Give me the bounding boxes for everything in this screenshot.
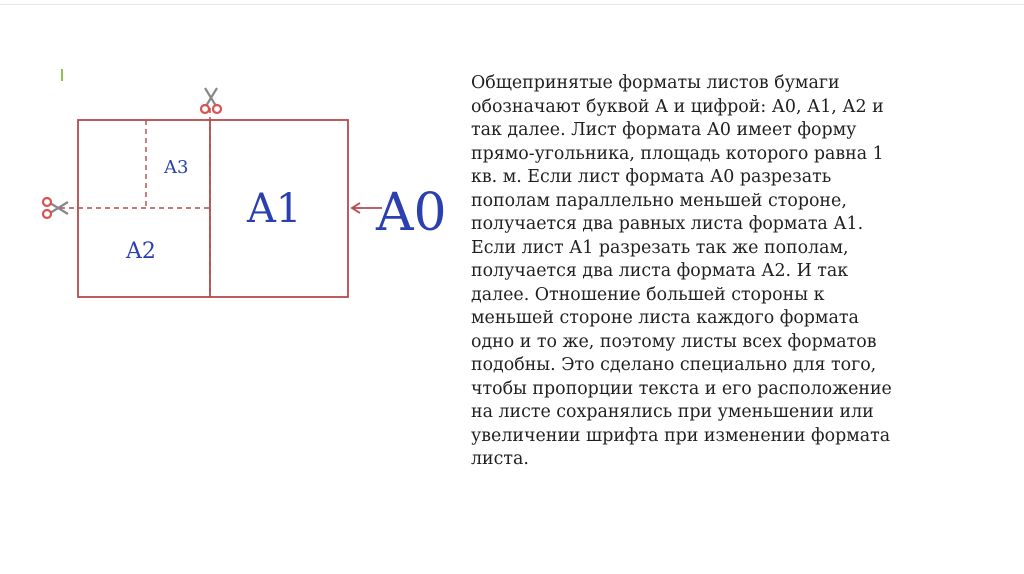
label-a3: A3 — [164, 157, 189, 178]
paper-format-diagram — [30, 80, 460, 310]
body-paragraph: Общепринятые форматы листов бумаги обозначают буквой А и цифрой: А0, А1, А2 и так далее. Лист формата А0 имеет форму прямо-угольника, площадь которого равна 1 кв. м. Если лист формата А0 разрезать пополам параллельно меньшей стороне, получается два равных листа формата А1. Если лист А1 разрезать так же пополам, получается два листа формата А2. И так далее. Отношение большей стороны к меньшей стороне листа каждого формата одно и то же, поэтому листы всех форматов подобны. Это сделано специально для того, чтобы пропорции текста и его расположение на листе сохранялись при уменьшении или увеличении шрифта при изменении формата листа. — [471, 73, 892, 469]
label-a1: A1 — [247, 186, 302, 232]
label-a2: A2 — [126, 239, 156, 264]
label-a0: A0 — [376, 183, 447, 243]
scissors-icon — [201, 88, 221, 113]
top-divider — [0, 4, 1024, 5]
